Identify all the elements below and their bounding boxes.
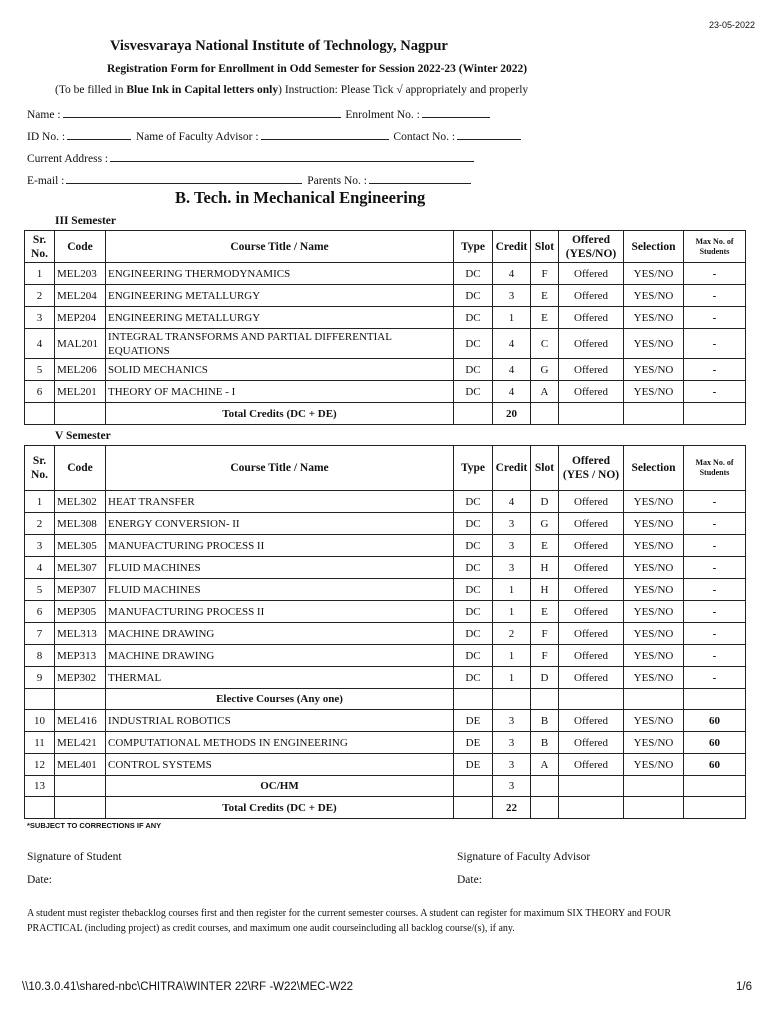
empty-cell	[454, 403, 493, 425]
type-cell: DC	[454, 263, 493, 285]
empty-cell	[684, 689, 746, 710]
total-label: Total Credits (DC + DE)	[106, 403, 454, 425]
table-row	[25, 710, 746, 732]
max-students-cell: 60	[684, 754, 746, 776]
sr-cell: 7	[25, 623, 55, 645]
max-students-cell: 60	[684, 732, 746, 754]
total-row	[25, 403, 746, 425]
type-cell: DC	[454, 381, 493, 403]
sr-cell: 5	[25, 359, 55, 381]
code-cell: MEP307	[55, 579, 106, 601]
credit-cell: 4	[493, 491, 531, 513]
title-cell: COMPUTATIONAL METHODS IN ENGINEERING	[106, 732, 454, 754]
selection-cell[interactable]: YES/NO	[624, 285, 684, 307]
empty-cell	[25, 689, 55, 710]
code-cell: MEL313	[55, 623, 106, 645]
title-cell: INTEGRAL TRANSFORMS AND PARTIAL DIFFERENTIAL EQUATIONS	[106, 329, 454, 359]
max-students-cell: -	[684, 263, 746, 285]
type-cell: DC	[454, 329, 493, 359]
type-cell: DE	[454, 732, 493, 754]
student-signature-label: Signature of Student	[27, 851, 122, 863]
max-students-cell: -	[684, 623, 746, 645]
empty-cell	[55, 403, 106, 425]
type-cell: DE	[454, 710, 493, 732]
offered-cell: Offered	[559, 535, 624, 557]
selection-cell[interactable]: YES/NO	[624, 557, 684, 579]
ochm-label: OC/HM	[106, 776, 454, 797]
parents-label: Parents No. :	[307, 175, 367, 187]
sr-cell: 4	[25, 329, 55, 359]
offered-cell: Offered	[559, 754, 624, 776]
type-cell: DC	[454, 307, 493, 329]
sr-cell: 2	[25, 285, 55, 307]
code-cell: MEL401	[55, 754, 106, 776]
empty-cell	[684, 403, 746, 425]
table-row	[25, 732, 746, 754]
credit-cell: 3	[493, 732, 531, 754]
credit-cell: 3	[493, 513, 531, 535]
contact-blank[interactable]	[457, 128, 521, 140]
col-slot: Slot	[531, 446, 559, 491]
code-cell: MEL204	[55, 285, 106, 307]
table-row	[25, 359, 746, 381]
offered-cell: Offered	[559, 329, 624, 359]
table-row	[25, 307, 746, 329]
table-row	[25, 601, 746, 623]
contact-label: Contact No. :	[393, 131, 456, 143]
empty-cell	[559, 776, 624, 797]
sem5-table	[24, 445, 746, 819]
col-selection: Selection	[624, 231, 684, 263]
empty-cell	[559, 403, 624, 425]
code-cell: MEP313	[55, 645, 106, 667]
selection-cell[interactable]: YES/NO	[624, 667, 684, 689]
col-offered: Offered (YES / NO)	[559, 446, 624, 491]
empty-cell	[531, 776, 559, 797]
print-date: 23-05-2022	[709, 20, 756, 30]
selection-cell[interactable]: YES/NO	[624, 535, 684, 557]
code-cell: MEP302	[55, 667, 106, 689]
advisor-signature-label: Signature of Faculty Advisor	[457, 851, 591, 863]
slot-cell: F	[531, 623, 559, 645]
slot-cell: F	[531, 263, 559, 285]
empty-cell	[454, 797, 493, 819]
credit-cell: 4	[493, 263, 531, 285]
max-students-cell: -	[684, 579, 746, 601]
type-cell: DC	[454, 491, 493, 513]
empty-cell	[624, 797, 684, 819]
credit-cell: 3	[493, 285, 531, 307]
empty-cell	[454, 689, 493, 710]
title-cell: FLUID MACHINES	[106, 557, 454, 579]
sem3-label: III Semester	[55, 215, 116, 227]
credit-cell: 4	[493, 359, 531, 381]
empty-cell	[531, 797, 559, 819]
empty-cell	[25, 403, 55, 425]
col-title: Course Title / Name	[106, 446, 454, 491]
credit-cell: 4	[493, 381, 531, 403]
type-cell: DC	[454, 667, 493, 689]
title-cell: THEORY OF MACHINE - I	[106, 381, 454, 403]
title-cell: HEAT TRANSFER	[106, 491, 454, 513]
code-cell: MEL203	[55, 263, 106, 285]
col-sr: Sr. No.	[25, 231, 55, 263]
slot-cell: B	[531, 732, 559, 754]
sr-cell: 9	[25, 667, 55, 689]
credit-cell: 1	[493, 601, 531, 623]
program-heading: B. Tech. in Mechanical Engineering	[175, 188, 426, 207]
max-students-cell: -	[684, 645, 746, 667]
empty-cell	[531, 689, 559, 710]
empty-cell	[55, 776, 106, 797]
name-field	[27, 106, 492, 121]
total-credits: 20	[493, 403, 531, 425]
table-row	[25, 623, 746, 645]
title-cell: MACHINE DRAWING	[106, 623, 454, 645]
title-cell: THERMAL	[106, 667, 454, 689]
code-cell: MEL307	[55, 557, 106, 579]
empty-cell	[624, 403, 684, 425]
instruction-pre: (To be filled in	[55, 84, 127, 96]
instruction-post: ) Instruction: Please Tick √ appropriately and properly	[278, 84, 529, 96]
sr-cell: 12	[25, 754, 55, 776]
table-row	[25, 285, 746, 307]
email-label: E-mail :	[27, 175, 65, 187]
col-type: Type	[454, 446, 493, 491]
code-cell: MEL305	[55, 535, 106, 557]
total-row	[25, 797, 746, 819]
title-cell: INDUSTRIAL ROBOTICS	[106, 710, 454, 732]
title-cell: ENERGY CONVERSION- II	[106, 513, 454, 535]
sem5-header-row	[25, 446, 746, 491]
code-cell: MEL206	[55, 359, 106, 381]
selection-cell[interactable]: YES/NO	[624, 359, 684, 381]
slot-cell: A	[531, 381, 559, 403]
id-label: ID No. :	[27, 131, 66, 143]
code-cell: MEP204	[55, 307, 106, 329]
selection-cell[interactable]: YES/NO	[624, 732, 684, 754]
code-cell: MEL302	[55, 491, 106, 513]
credit-cell: 3	[493, 535, 531, 557]
selection-cell[interactable]: YES/NO	[624, 307, 684, 329]
max-students-cell: -	[684, 513, 746, 535]
code-cell: MEL421	[55, 732, 106, 754]
type-cell: DC	[454, 623, 493, 645]
slot-cell: H	[531, 557, 559, 579]
max-students-cell: -	[684, 381, 746, 403]
total-label: Total Credits (DC + DE)	[106, 797, 454, 819]
code-cell: MEL201	[55, 381, 106, 403]
col-slot: Slot	[531, 231, 559, 263]
offered-cell: Offered	[559, 667, 624, 689]
col-offered: Offered (YES/NO)	[559, 231, 624, 263]
title-cell: SOLID MECHANICS	[106, 359, 454, 381]
type-cell: DC	[454, 513, 493, 535]
selection-cell[interactable]: YES/NO	[624, 579, 684, 601]
empty-cell	[25, 797, 55, 819]
address-blank[interactable]	[110, 150, 474, 162]
type-cell: DC	[454, 535, 493, 557]
offered-cell: Offered	[559, 732, 624, 754]
offered-cell: Offered	[559, 307, 624, 329]
col-code: Code	[55, 231, 106, 263]
slot-cell: D	[531, 491, 559, 513]
form-title: Registration Form for Enrollment in Odd Semester for Session 2022-23 (Winter 2022)	[107, 63, 528, 75]
offered-cell: Offered	[559, 557, 624, 579]
selection-cell[interactable]: YES/NO	[624, 710, 684, 732]
col-credit: Credit	[493, 446, 531, 491]
table-row	[25, 645, 746, 667]
max-students-cell: 60	[684, 710, 746, 732]
elective-label: Elective Courses (Any one)	[106, 689, 454, 710]
address-label: Current Address :	[27, 153, 109, 165]
code-cell: MEL308	[55, 513, 106, 535]
total-credits: 22	[493, 797, 531, 819]
table-row	[25, 667, 746, 689]
empty-cell	[684, 797, 746, 819]
table-row	[25, 513, 746, 535]
credit-cell: 3	[493, 776, 531, 797]
empty-cell	[55, 689, 106, 710]
col-sr: Sr. No.	[25, 446, 55, 491]
instruction-bold: Blue Ink in Capital letters only	[126, 84, 279, 96]
sr-cell: 3	[25, 307, 55, 329]
sr-cell: 13	[25, 776, 55, 797]
selection-cell[interactable]: YES/NO	[624, 381, 684, 403]
title-cell: MANUFACTURING PROCESS II	[106, 535, 454, 557]
credit-cell: 3	[493, 710, 531, 732]
offered-cell: Offered	[559, 623, 624, 645]
slot-cell: C	[531, 329, 559, 359]
empty-cell	[55, 797, 106, 819]
table-row	[25, 263, 746, 285]
ochm-row	[25, 776, 746, 797]
title-cell: MANUFACTURING PROCESS II	[106, 601, 454, 623]
title-cell: CONTROL SYSTEMS	[106, 754, 454, 776]
offered-cell: Offered	[559, 645, 624, 667]
slot-cell: H	[531, 579, 559, 601]
sem5-label: V Semester	[55, 430, 111, 442]
col-max: Max No. of Students	[684, 231, 746, 263]
empty-cell	[684, 776, 746, 797]
type-cell: DC	[454, 601, 493, 623]
max-students-cell: -	[684, 667, 746, 689]
offered-cell: Offered	[559, 513, 624, 535]
address-field	[27, 150, 476, 165]
table-row	[25, 535, 746, 557]
empty-cell	[559, 689, 624, 710]
email-field	[27, 172, 473, 187]
credit-cell: 1	[493, 307, 531, 329]
max-students-cell: -	[684, 557, 746, 579]
offered-cell: Offered	[559, 285, 624, 307]
col-code: Code	[55, 446, 106, 491]
table-row	[25, 329, 746, 359]
col-type: Type	[454, 231, 493, 263]
table-row	[25, 491, 746, 513]
credit-cell: 1	[493, 645, 531, 667]
max-students-cell: -	[684, 285, 746, 307]
code-cell: MEL416	[55, 710, 106, 732]
student-date-label: Date:	[27, 874, 52, 886]
sr-cell: 6	[25, 381, 55, 403]
empty-cell	[531, 403, 559, 425]
empty-cell	[454, 776, 493, 797]
registration-rules: A student must register thebacklog courses first and then register for the current semester courses. A student can register for maximum SIX THEORY and FOUR PRACTICAL (including project) as credit courses, and maximum one audit courseincluding all backlog course/(s), if any.	[27, 908, 672, 934]
sr-cell: 11	[25, 732, 55, 754]
id-blank[interactable]	[67, 128, 131, 140]
selection-cell[interactable]: YES/NO	[624, 623, 684, 645]
sr-cell: 2	[25, 513, 55, 535]
offered-cell: Offered	[559, 491, 624, 513]
offered-cell: Offered	[559, 263, 624, 285]
selection-cell[interactable]: YES/NO	[624, 645, 684, 667]
code-cell: MAL201	[55, 329, 106, 359]
col-selection: Selection	[624, 446, 684, 491]
offered-cell: Offered	[559, 359, 624, 381]
sr-cell: 3	[25, 535, 55, 557]
sr-cell: 1	[25, 263, 55, 285]
table-row	[25, 557, 746, 579]
slot-cell: E	[531, 285, 559, 307]
instruction-text	[55, 84, 528, 96]
credit-cell: 1	[493, 579, 531, 601]
email-blank[interactable]	[66, 172, 302, 184]
offered-cell: Offered	[559, 579, 624, 601]
type-cell: DC	[454, 557, 493, 579]
col-title: Course Title / Name	[106, 231, 454, 263]
institute-name: Visvesvaraya National Institute of Technology, Nagpur	[110, 38, 448, 54]
slot-cell: D	[531, 667, 559, 689]
offered-cell: Offered	[559, 381, 624, 403]
max-students-cell: -	[684, 329, 746, 359]
max-students-cell: -	[684, 601, 746, 623]
empty-cell	[624, 776, 684, 797]
credit-cell: 3	[493, 754, 531, 776]
elective-header-row	[25, 689, 746, 710]
sr-cell: 5	[25, 579, 55, 601]
offered-cell: Offered	[559, 710, 624, 732]
slot-cell: E	[531, 535, 559, 557]
max-students-cell: -	[684, 307, 746, 329]
empty-cell	[493, 689, 531, 710]
selection-cell[interactable]: YES/NO	[624, 329, 684, 359]
enrolment-blank[interactable]	[422, 106, 490, 118]
table-row	[25, 754, 746, 776]
slot-cell: G	[531, 359, 559, 381]
credit-cell: 1	[493, 667, 531, 689]
id-field	[27, 128, 523, 143]
offered-cell: Offered	[559, 601, 624, 623]
credit-cell: 4	[493, 329, 531, 359]
title-cell: FLUID MACHINES	[106, 579, 454, 601]
col-credit: Credit	[493, 231, 531, 263]
sr-cell: 1	[25, 491, 55, 513]
slot-cell: B	[531, 710, 559, 732]
col-max: Max No. of Students	[684, 446, 746, 491]
max-students-cell: -	[684, 535, 746, 557]
sr-cell: 10	[25, 710, 55, 732]
name-label: Name :	[27, 109, 61, 121]
selection-cell[interactable]: YES/NO	[624, 263, 684, 285]
parents-blank[interactable]	[369, 172, 471, 184]
type-cell: DE	[454, 754, 493, 776]
slot-cell: E	[531, 307, 559, 329]
slot-cell: A	[531, 754, 559, 776]
title-cell: ENGINEERING METALLURGY	[106, 307, 454, 329]
table-row	[25, 381, 746, 403]
page-number: 1/6	[736, 981, 752, 993]
corrections-note: *SUBJECT TO CORRECTIONS IF ANY	[27, 821, 162, 830]
selection-cell[interactable]: YES/NO	[624, 513, 684, 535]
sr-cell: 8	[25, 645, 55, 667]
name-blank[interactable]	[63, 106, 341, 118]
faculty-advisor-blank[interactable]	[261, 128, 389, 140]
enrolment-label: Enrolment No. :	[345, 109, 420, 121]
slot-cell: G	[531, 513, 559, 535]
title-cell: ENGINEERING METALLURGY	[106, 285, 454, 307]
file-path: \\10.3.0.41\shared-nbc\CHITRA\WINTER 22\RF -W22\MEC-W22	[22, 981, 354, 993]
selection-cell[interactable]: YES/NO	[624, 754, 684, 776]
type-cell: DC	[454, 359, 493, 381]
selection-cell[interactable]: YES/NO	[624, 601, 684, 623]
max-students-cell: -	[684, 359, 746, 381]
credit-cell: 3	[493, 557, 531, 579]
type-cell: DC	[454, 579, 493, 601]
empty-cell	[559, 797, 624, 819]
empty-cell	[624, 689, 684, 710]
code-cell: MEP305	[55, 601, 106, 623]
credit-cell: 2	[493, 623, 531, 645]
advisor-date-label: Date:	[457, 874, 482, 886]
table-row	[25, 579, 746, 601]
sem3-header-row	[25, 231, 746, 263]
sr-cell: 6	[25, 601, 55, 623]
faculty-advisor-label: Name of Faculty Advisor :	[135, 131, 259, 143]
slot-cell: F	[531, 645, 559, 667]
sem3-table	[24, 230, 746, 425]
title-cell: ENGINEERING THERMODYNAMICS	[106, 263, 454, 285]
slot-cell: E	[531, 601, 559, 623]
title-cell: MACHINE DRAWING	[106, 645, 454, 667]
selection-cell[interactable]: YES/NO	[624, 491, 684, 513]
sr-cell: 4	[25, 557, 55, 579]
type-cell: DC	[454, 285, 493, 307]
max-students-cell: -	[684, 491, 746, 513]
type-cell: DC	[454, 645, 493, 667]
